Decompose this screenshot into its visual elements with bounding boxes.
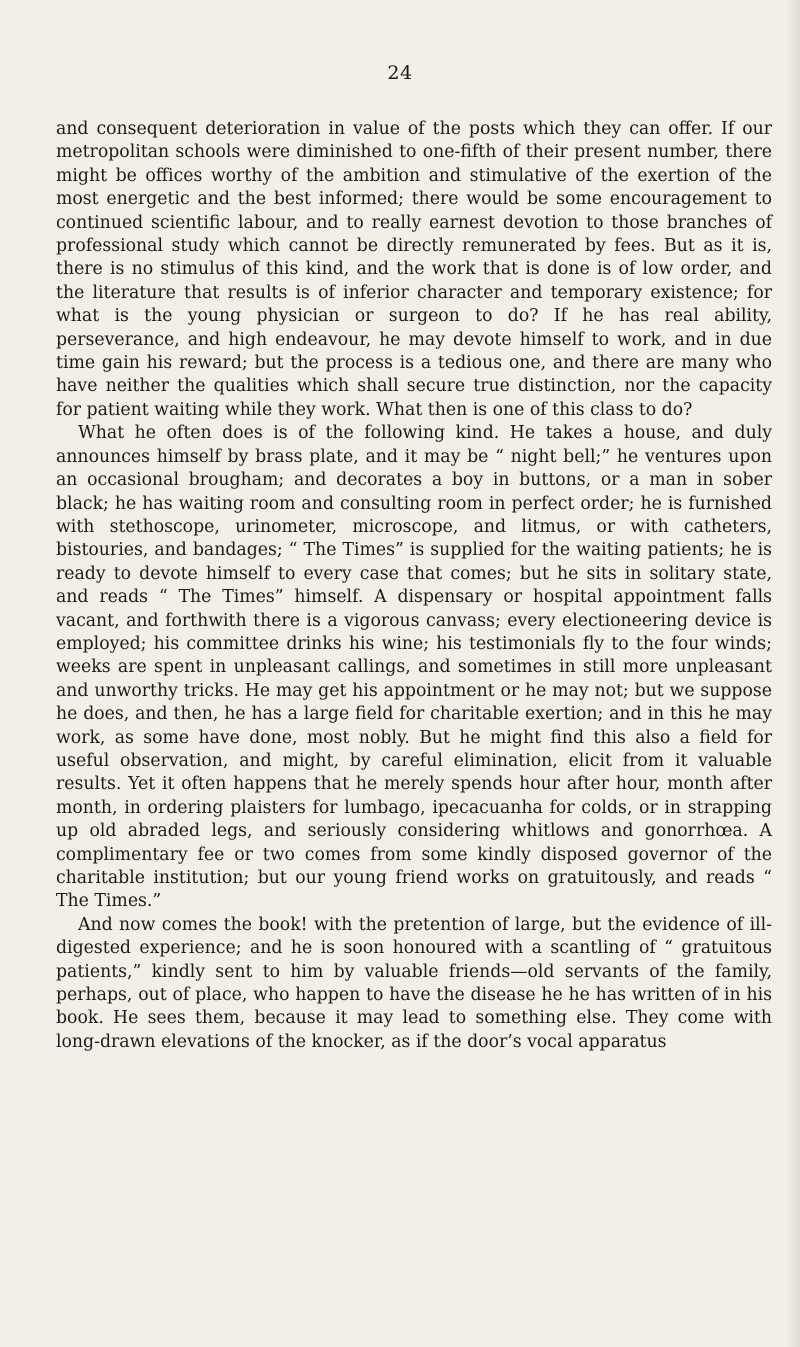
body-text [56, 118, 772, 1054]
paragraph-1: and consequent deterioration in value of the posts which they can offer. If our metropolitan schools were diminished to one-fifth of their present number, there might be offices worthy of the ambition and stimulative of the exertion of the most energetic and the best informed; there would be some encouragement to continued scientific labour, and to really earnest devotion to those branches of professional study which cannot be directly remunerated by fees. But as it is, there is no stimulus of this kind, and the work that is done is of low order, and the literature that results is of inferior character and temporary existence; for what is the young physician or surgeon to do? If he has real ability, perseverance, and high endeavour, he may devote himself to work, and in due time gain his reward; but the process is a tedious one, and there are many who have neither the qualities which shall secure true distinction, nor the capacity for patient waiting while they work. What then is one of this class to do? [56, 119, 772, 420]
paragraph-2: What he often does is of the following kind. He takes a house, and duly announces himself by brass plate, and it may be “ night bell;” he ventures upon an occasional brougham; and decorates a boy in buttons, or a man in sober black; he has waiting room and consulting room in perfect order; he is furnished with stethoscope, urinometer, microscope, and litmus, or with catheters, bistouries, and bandages; “ The Times” is supplied for the waiting patients; he is ready to devote himself to every case that comes; but he sits in solitary state, and reads “ The Times” himself. A dispensary or hospital appointment falls vacant, and forthwith there is a vigorous canvass; every electioneering device is employed; his committee drinks his wine; his testimonials fly to the four winds; weeks are spent in unpleasant callings, and sometimes in still more unpleasant and unworthy tricks. He may get his appointment or he may not; but we suppose he does, and then, he has a large field for charitable exertion; and in this he may work, as some have done, most nobly. But he might find this also a field for useful observation, and might, by careful elimination, elicit from it valuable results. Yet it often happens that he merely spends hour after hour, month after month, in ordering plaisters for lumbago, ipecacuanha for colds, or in strapping up old abraded legs, and seriously considering whitlows and gonorrhœa. A complimentary fee or two comes from some kindly disposed governor of the charitable institution; but our young friend works on gratuitously, and reads “ The Times.” [56, 423, 772, 912]
page-number: 24 [387, 62, 413, 84]
page-edge-shadow [786, 0, 800, 1347]
paragraph-3: And now comes the book! with the pretention of large, but the evidence of ill-digested experience; and he is soon honoured with a scantling of “ gratuitous patients,” kindly sent to him by valuable friends—old servants of the family, perhaps, out of place, who happen to have the disease he he has written of in his book. He sees them, because it may lead to something else. They come with long-drawn elevations of the knocker, as if the door’s vocal apparatus [56, 914, 772, 1052]
